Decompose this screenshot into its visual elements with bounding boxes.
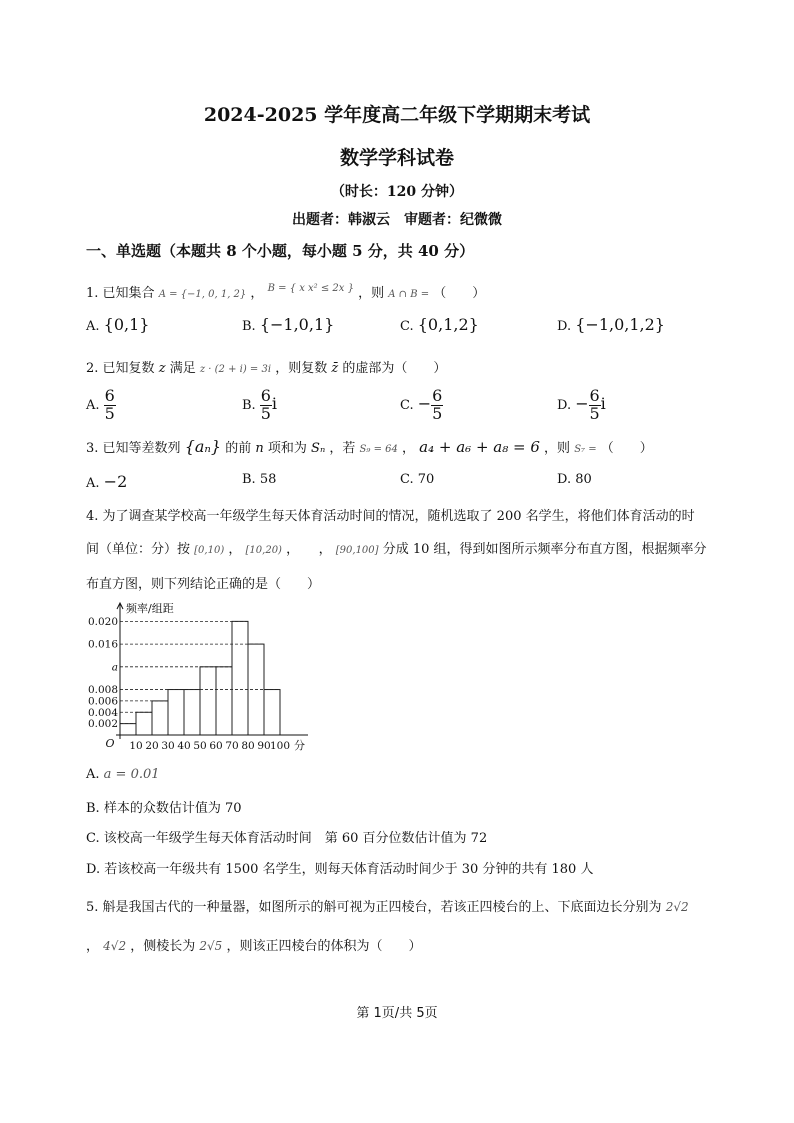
question-2: 2. 已知复数 z 满足 z · (2 + i) = 3i ，则复数 z̄ 的虚部为（ ） xyxy=(86,361,447,376)
histogram-bar xyxy=(152,701,168,735)
q4-option-a: A. a = 0.01 xyxy=(86,767,160,782)
q4-option-d: D. 若该校高一年级共有 1500 名学生，则每天体育活动时间少于 30 分钟的共有 180 人 xyxy=(86,862,594,877)
q1-set-a: A = {−1, 0, 1, 2} xyxy=(158,289,247,300)
q1-option-d: D. {−1,0,1,2} xyxy=(557,315,665,334)
histogram-bar xyxy=(136,712,152,735)
section-heading: 一、单选题（本题共 8 个小题，每小题 5 分，共 40 分） xyxy=(86,242,475,260)
x-tick-label: 10 xyxy=(129,740,143,752)
q3-option-b: B. 58 xyxy=(242,472,277,487)
page-number: 第 1页/共 5页 xyxy=(356,1006,438,1021)
q3-option-d: D. 80 xyxy=(557,472,592,487)
histogram-bar xyxy=(120,724,136,735)
q2-option-a: A. $\frac{6}{5}$ xyxy=(86,386,115,423)
histogram-bar xyxy=(264,690,280,735)
y-tick-label: 0.020 xyxy=(87,615,118,628)
y-tick-label: 0.002 xyxy=(87,718,118,731)
q3-option-c: C. 70 xyxy=(400,472,435,487)
exam-title: 2024-2025 学年度高二年级下学期期末考试 xyxy=(203,104,591,126)
y-tick-label: 0.016 xyxy=(87,638,118,651)
q1-expr: A ∩ B = xyxy=(388,289,430,300)
q1-set-b: B = { x x² ≤ 2x } xyxy=(267,283,354,294)
x-tick-label: 20 xyxy=(145,740,159,752)
y-tick-label: 0.006 xyxy=(87,695,118,708)
authors: 出题者：韩淑云 审题者：纪微微 xyxy=(292,212,502,228)
y-axis-label: 频率/组距 xyxy=(126,602,174,615)
q2-option-d: D. − $\frac{6}{5}$ i xyxy=(557,386,606,423)
y-tick-label: 0.008 xyxy=(87,684,118,697)
question-4-line-2: 间（单位：分）按 [0,10) ， [10,20) ， ， [90,100] 分成 10 组，得到如图所示频率分布直方图，根据频率分 xyxy=(86,542,707,557)
duration: （时长：120 分钟） xyxy=(330,184,464,200)
q2-option-b: B. $\frac{6}{5}$ i xyxy=(242,386,277,423)
histogram-bar xyxy=(200,667,216,735)
q1-option-c: C. {0,1,2} xyxy=(400,315,479,334)
x-tick-label: 100 xyxy=(269,740,291,752)
q1-blank: （ ） xyxy=(433,286,486,301)
x-tick-label: 80 xyxy=(241,740,255,752)
q1-option-a: A. {0,1} xyxy=(86,315,150,334)
origin-label: O xyxy=(105,737,115,750)
histogram-bar xyxy=(168,690,184,735)
histogram-bar xyxy=(184,690,200,735)
histogram-axes xyxy=(116,603,308,739)
x-tick-label: 30 xyxy=(161,740,175,752)
x-tick-label: 40 xyxy=(177,740,191,752)
histogram-bars xyxy=(120,621,280,735)
x-tick-label: 70 xyxy=(225,740,239,752)
histogram-bar xyxy=(232,621,248,735)
x-axis-label: 分 xyxy=(294,739,305,752)
subject-title: 数学学科试卷 xyxy=(339,147,454,169)
q1-then: ，则 xyxy=(358,286,385,301)
q1-comma: ， xyxy=(250,286,264,301)
q1-option-b: B. {−1,0,1} xyxy=(242,315,335,334)
histogram-bar xyxy=(216,667,232,735)
question-1 xyxy=(86,282,485,301)
x-tick-label: 50 xyxy=(193,740,207,752)
x-tick-label: 90 xyxy=(257,740,271,752)
q4-option-c: C. 该校高一年级学生每天体育活动时间 第 60 百分位数估计值为 72 xyxy=(86,831,488,846)
q1-prefix: 1. 已知集合 xyxy=(86,286,155,301)
frequency-histogram xyxy=(80,600,310,760)
question-5-line-2: ， 4√2 ，侧棱长为 2√5 ，则该正四棱台的体积为（ ） xyxy=(86,939,422,954)
q4-option-b: B. 样本的众数估计值为 70 xyxy=(86,801,242,816)
question-5-line-1: 5. 斛是我国古代的一种量器，如图所示的斛可视为正四棱台，若该正四棱台的上、下底面边长分别为 2√2 xyxy=(86,900,689,915)
question-4-line-3: 布直方图，则下列结论正确的是（ ） xyxy=(86,577,321,592)
x-tick-label: 60 xyxy=(209,740,223,752)
question-3: 3. 已知等差数列 {aₙ} 的前 n 项和为 Sₙ ，若 S₉ = 64 ， a₄ + a₆ + a₈ = 6 ，则 S₇ = （ ） xyxy=(86,437,653,456)
y-tick-label: a xyxy=(111,661,118,674)
y-tick-label: 0.004 xyxy=(87,706,118,719)
q2-option-c: C. − $\frac{6}{5}$ xyxy=(400,386,443,423)
question-4-line-1: 4. 为了调查某学校高一年级学生每天体育活动时间的情况，随机选取了 200 名学生，将他们体育活动的时 xyxy=(86,509,695,524)
q3-option-a: A. −2 xyxy=(86,472,128,491)
